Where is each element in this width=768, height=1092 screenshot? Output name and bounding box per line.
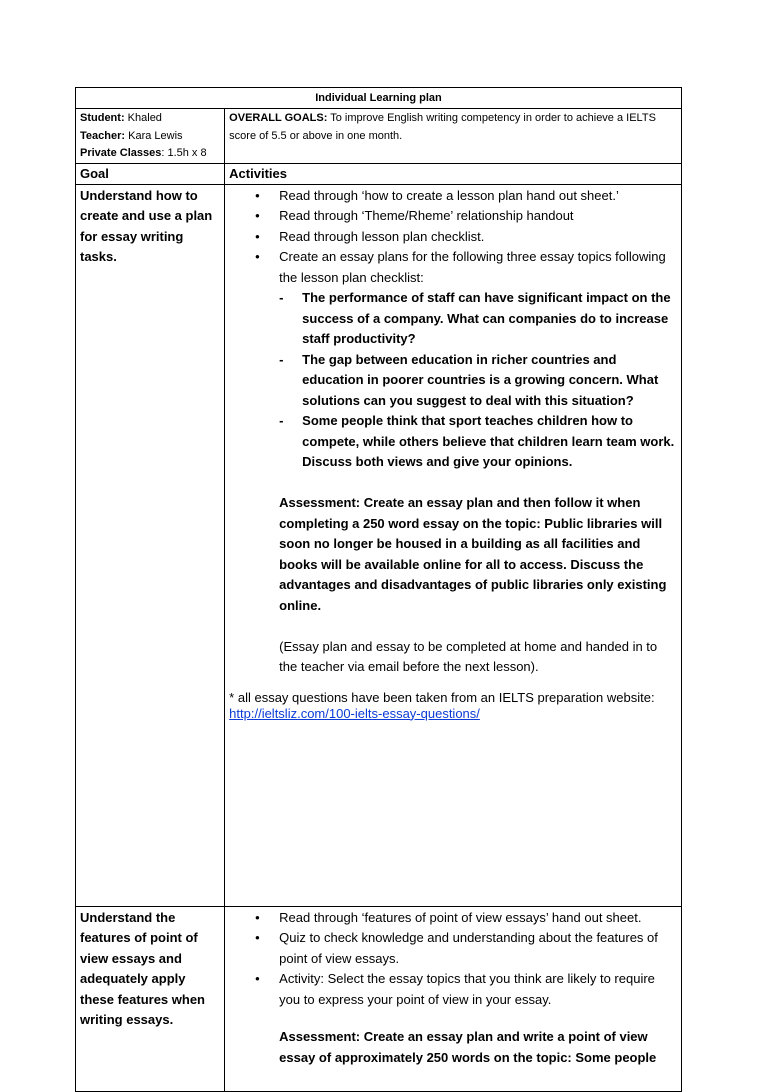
title-row xyxy=(76,88,682,109)
list-item xyxy=(229,227,677,248)
list-item xyxy=(229,969,677,1010)
assessment-paragraph xyxy=(229,1027,677,1068)
list-item xyxy=(229,908,677,929)
assessment-text: Create an essay plan and then follow it when completing a 250 word essay on the topic: Public libraries will soon no longer be housed in a building as all facilities and books will be available online for all to access. Discuss the advantages and disadvantages of public libraries only existing online. xyxy=(279,495,667,613)
activities-header: Activities xyxy=(225,163,682,184)
activity-text: Activity: Select the essay topics that you think are likely to require you to express your point of view in your essay. xyxy=(279,971,655,1007)
source-note-text: * all essay questions have been taken from an IELTS preparation website: xyxy=(229,689,655,705)
list-item xyxy=(229,928,677,969)
list-item xyxy=(229,247,677,288)
bullet-icon: • xyxy=(255,249,260,264)
activity-text: Read through lesson plan checklist. xyxy=(279,228,485,244)
classes-label: Private Classes xyxy=(80,147,162,159)
teacher-label: Teacher: xyxy=(80,129,126,142)
topic-text: Some people think that sport teaches children how to compete, while others believe that children learn team work. Discuss both views and give your opinions. xyxy=(302,413,675,469)
topic-text: The performance of staff can have significant impact on the success of a company. What can companies do to increase staff productivity? xyxy=(302,290,671,346)
teacher-value: Kara Lewis xyxy=(128,129,183,142)
section-1-activities xyxy=(225,184,682,906)
dash-icon: - xyxy=(279,351,284,367)
student-label: Student: xyxy=(80,112,125,124)
essay-topic xyxy=(229,411,677,473)
activity-text: Create an essay plans for the following three essay topics following the lesson plan checklist: xyxy=(279,249,666,285)
topic-text: The gap between education in richer countries and education in poorer countries is a growing concern. What solutions can you suggest to deal with this situation? xyxy=(302,351,659,408)
goals-value: To improve English writing competency in order to achieve a IELTS score of 5.5 or above in one month. xyxy=(229,112,656,142)
list-item xyxy=(229,186,677,207)
source-note xyxy=(229,686,677,722)
header-row xyxy=(76,163,682,184)
section-1-row xyxy=(76,184,682,906)
activity-text: Read through ‘how to create a lesson plan hand out sheet.’ xyxy=(279,187,619,203)
student-value: Khaled xyxy=(127,112,162,124)
activity-text: Read through ‘Theme/Rheme’ relationship handout xyxy=(279,208,574,223)
student-info-cell xyxy=(76,109,225,164)
dash-icon: - xyxy=(279,413,284,428)
assessment-paragraph xyxy=(229,493,677,616)
section-2-activities xyxy=(225,906,682,1091)
bullet-icon: • xyxy=(255,228,260,244)
assessment-label: Assessment: xyxy=(279,1029,361,1044)
section-2-goal: Understand the features of point of view essays and adequately apply these features when writing essays. xyxy=(76,906,225,1091)
classes-line xyxy=(80,145,220,163)
goals-cell xyxy=(225,109,682,164)
activity-text: Quiz to check knowledge and understanding about the features of point of view essays. xyxy=(279,930,658,966)
homework-note: (Essay plan and essay to be completed at home and handed in to the teacher via email before the next lesson). xyxy=(279,638,658,674)
essay-topic xyxy=(229,288,677,350)
bullet-icon: • xyxy=(255,971,260,986)
dash-icon: - xyxy=(279,290,284,305)
essay-topic xyxy=(229,350,677,412)
assessment-label: Assessment: xyxy=(279,495,361,510)
bullet-icon: • xyxy=(255,187,260,203)
info-row xyxy=(76,109,682,164)
teacher-line xyxy=(80,128,220,146)
section-2-row xyxy=(76,906,682,1091)
activity-text: Read through ‘features of point of view essays’ hand out sheet. xyxy=(279,909,642,925)
learning-plan-table xyxy=(75,87,682,1092)
goal-header: Goal xyxy=(76,163,225,184)
source-link[interactable]: http://ieltsliz.com/100-ielts-essay-questions/ xyxy=(229,705,480,721)
bullet-icon: • xyxy=(255,930,260,945)
assessment-text: Create an essay plan and write a point of view essay of approximately 250 words on the topic: Some people xyxy=(279,1029,657,1065)
section-1-goal: Understand how to create and use a plan for essay writing tasks. xyxy=(76,184,225,906)
classes-value: : 1.5h x 8 xyxy=(161,147,207,159)
bullet-icon: • xyxy=(255,208,260,223)
bullet-icon: • xyxy=(255,909,260,925)
plan-title: Individual Learning plan xyxy=(76,88,682,109)
student-line xyxy=(80,110,220,128)
list-item xyxy=(229,206,677,227)
goals-label: OVERALL GOALS: xyxy=(229,112,328,124)
